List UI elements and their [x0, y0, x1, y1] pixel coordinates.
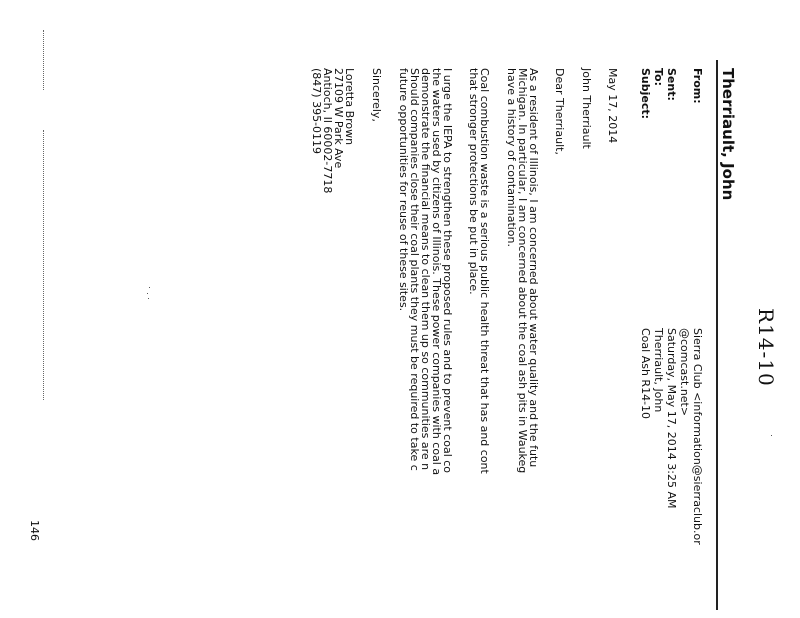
- scan-speck: [149, 287, 150, 288]
- paragraph1-line1: As a resident of Illinois, I am concerned about water quality and the futu: [527, 68, 540, 468]
- to-label: To:: [652, 68, 665, 86]
- from-value-line2: @comcast.net>: [678, 328, 691, 417]
- paragraph2-line1: Coal combustion waste is a serious public health threat that has and cont: [478, 68, 491, 474]
- author-heading: Therriault, John: [719, 68, 737, 201]
- scan-speck: [148, 298, 149, 299]
- paragraph1-line3: have a history of contamination.: [505, 68, 518, 248]
- page-number: 146: [28, 520, 41, 541]
- paragraph3-line2: the waters used by citizens of Illinois. These power companies with coal a: [430, 68, 443, 476]
- paragraph3-line3: demonstrate the financial means to clean them up so communities are n: [419, 68, 432, 471]
- to-value: Therriault, John: [652, 328, 665, 413]
- letter-salutation: Dear Therriault,: [553, 68, 566, 155]
- document-id: R14-10: [754, 308, 778, 387]
- scan-speck: [771, 435, 772, 436]
- letter-recipient: John Therriault: [580, 68, 593, 149]
- paragraph3-line1: I urge the IEPA to strengthen these proposed rules and to prevent coal co: [441, 68, 454, 474]
- signature-phone: (847) 395-0119: [310, 68, 323, 155]
- subject-value: Coal Ash R14-10: [639, 328, 652, 420]
- paragraph3-line4: Should companies close their coal plants they must be required to take c: [408, 68, 421, 471]
- subject-label: Subject:: [639, 68, 652, 120]
- signature-city: Antioch, Il 60002-7718: [321, 68, 334, 194]
- paragraph2-line2: that stronger protections be put in place.: [467, 68, 480, 295]
- from-label: From:: [691, 68, 704, 104]
- paragraph1-line2: Michigan. In particular, I am concerned about the coal ash pits in Waukeg: [516, 68, 529, 474]
- paragraph3-line5: future opportunities for reuse of these sites.: [397, 68, 410, 312]
- from-value-line1: Sierra Club <information@sierraclub.or: [691, 328, 704, 545]
- heading-rule: [716, 60, 718, 610]
- closing: Sincerely,: [370, 68, 383, 122]
- signature-street: 27109 W Park Ave: [332, 68, 345, 169]
- signature-name: Loretta Brown: [343, 68, 356, 146]
- letter-date: May 17, 2014: [606, 68, 619, 144]
- footer-dash-middle: [43, 130, 44, 400]
- sent-label: Sent:: [665, 68, 678, 101]
- scan-speck: [147, 293, 148, 294]
- sent-value: Saturday, May 17, 2014 3:25 AM: [665, 328, 678, 509]
- footer-dash-left: [43, 30, 44, 90]
